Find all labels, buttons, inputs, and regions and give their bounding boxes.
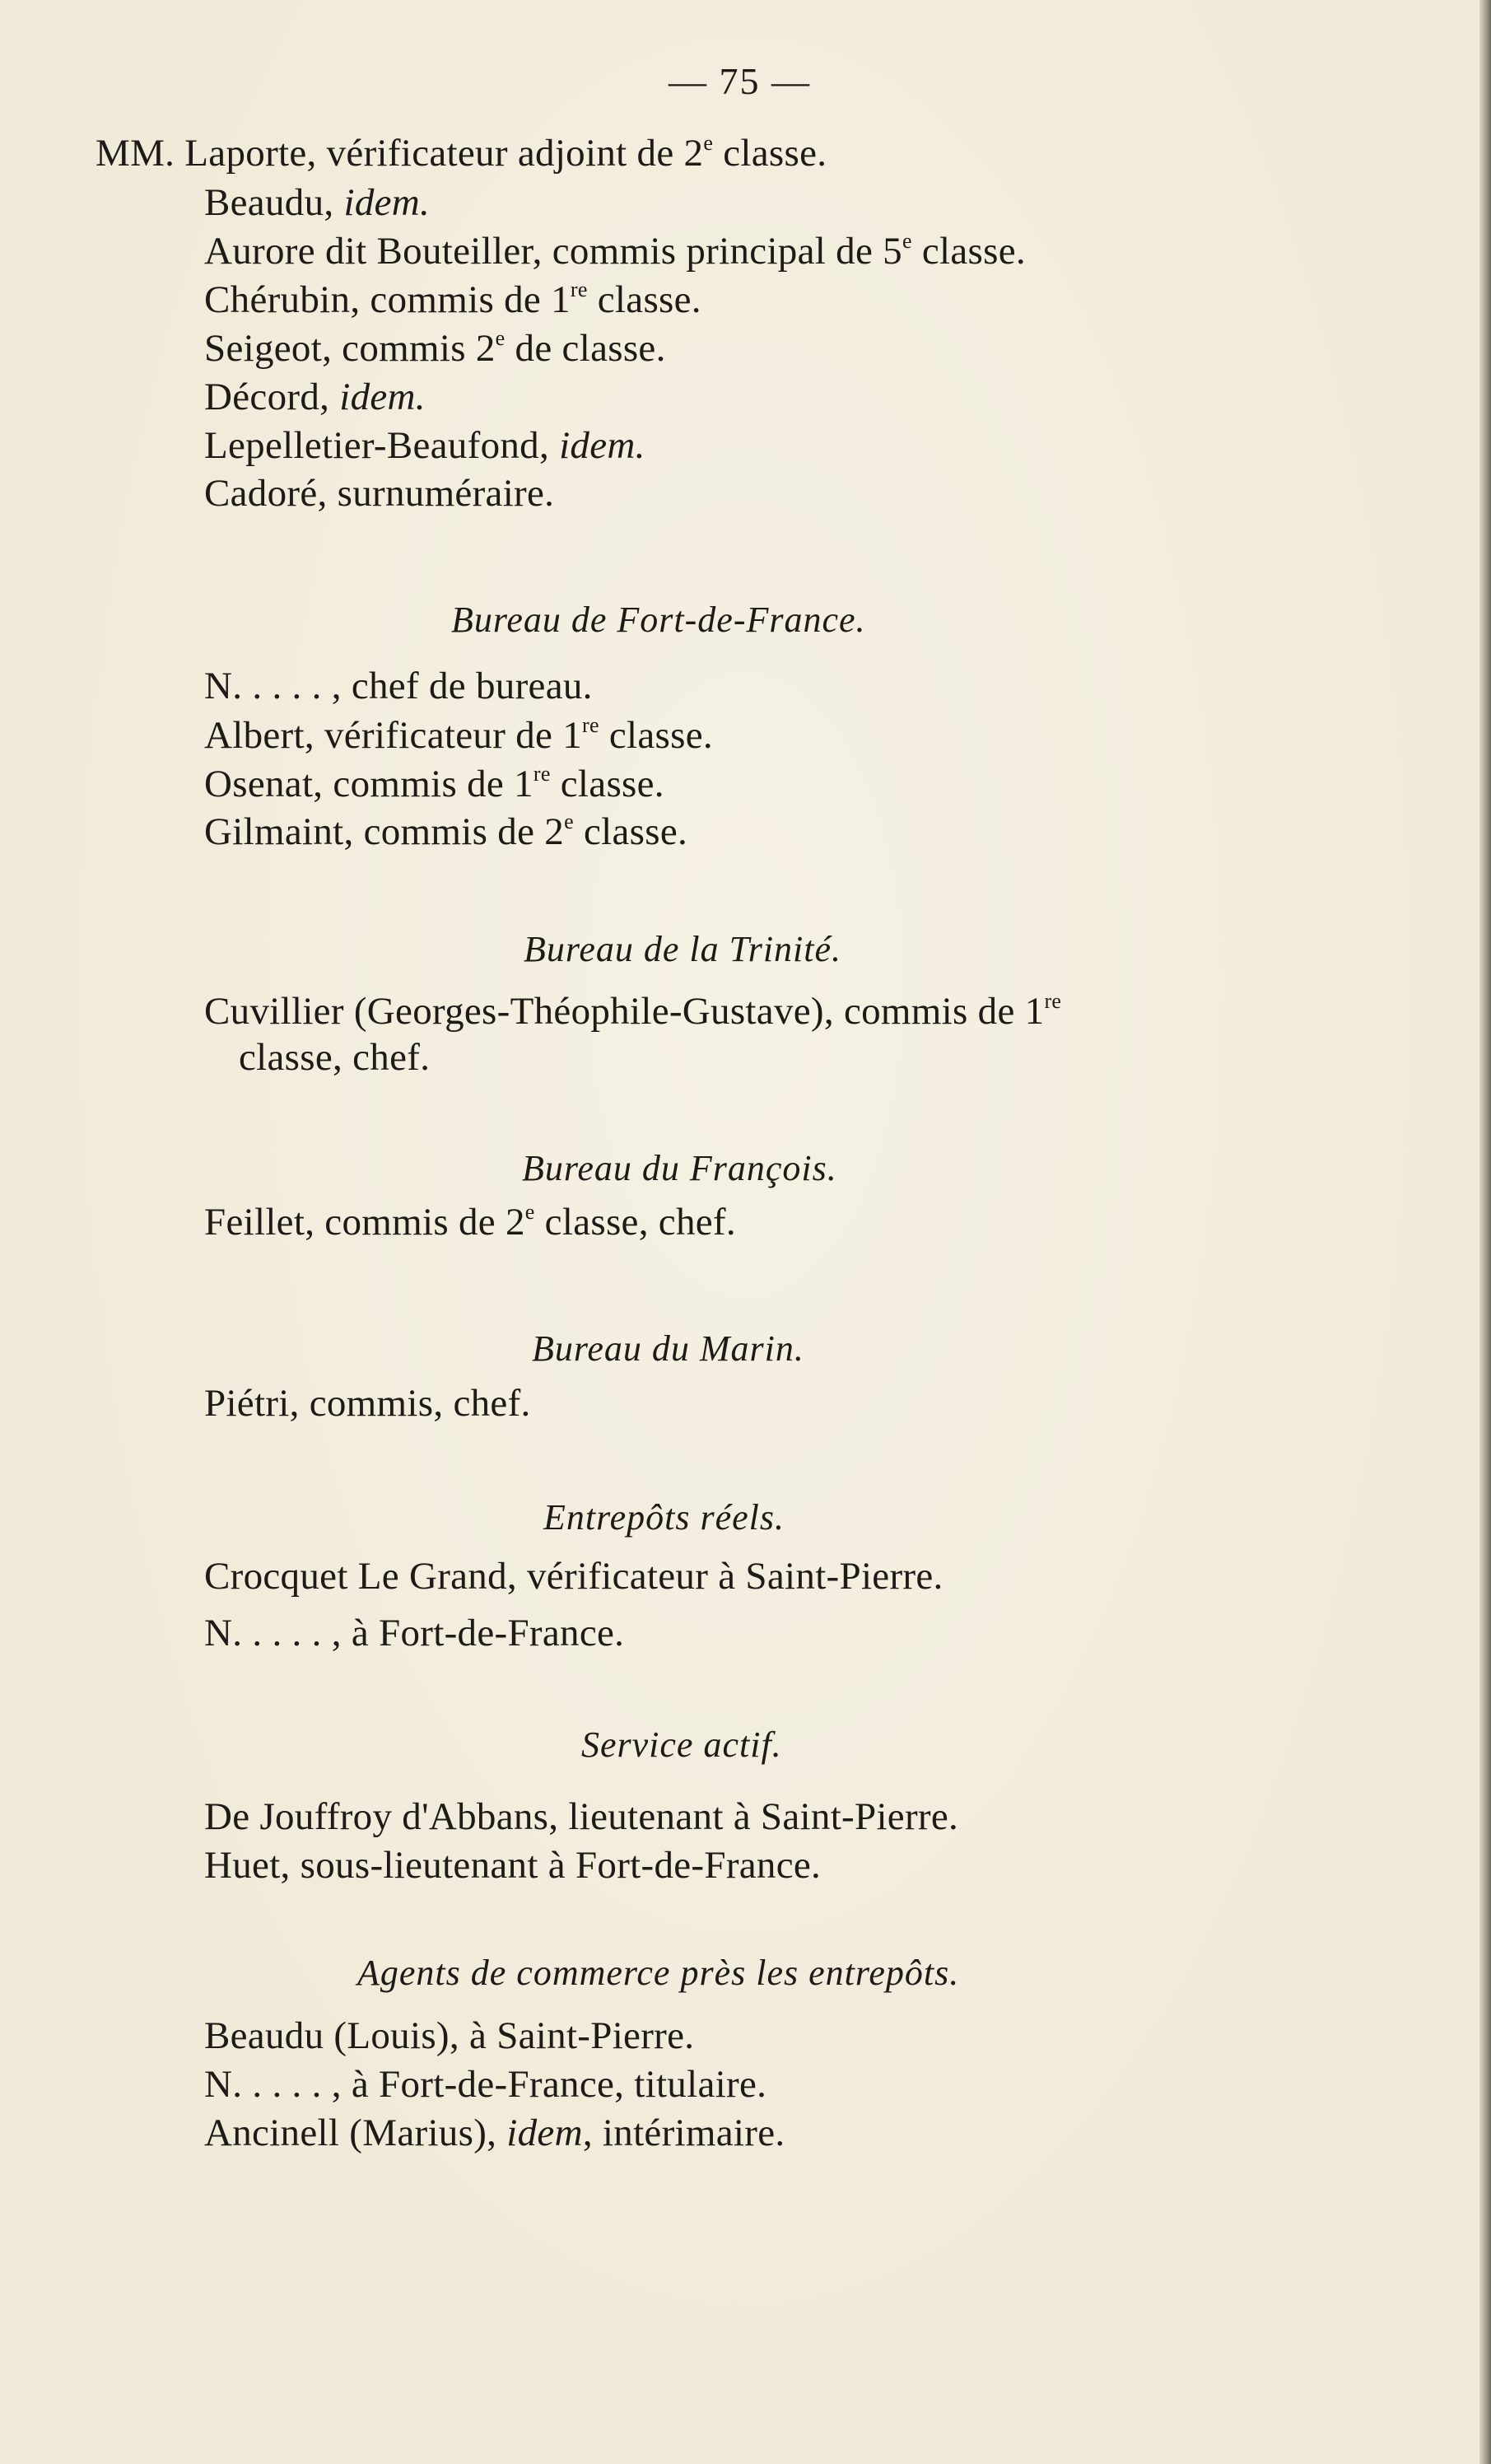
intro-line-8 <box>204 470 554 516</box>
trinite-line-1 <box>204 988 1061 1034</box>
francois-line-1-rest: classe, chef. <box>534 1201 736 1244</box>
intro-entry-3-rest: classe. <box>911 230 1026 273</box>
section-heading-trinite: Bureau de la Trinité. <box>524 929 842 969</box>
fort-de-france-line-2-rest: classe. <box>599 714 713 757</box>
intro-entry-3-text: Aurore dit Bouteiller, commis principal de 5 <box>204 230 902 273</box>
service-actif-line-1-text: De Jouffroy d'Abbans, lieutenant à Saint-Pierre. <box>204 1795 959 1838</box>
intro-entry-4-sup: re <box>570 278 588 302</box>
section-heading-agents-de-commerce: Agents de commerce près les entrepôts. <box>357 1953 960 1993</box>
agents-line-1 <box>204 2013 694 2059</box>
section-heading-francois: Bureau du François. <box>522 1148 837 1188</box>
section-heading-service-actif: Service actif. <box>581 1724 782 1765</box>
trinite-line-2-text: classe, chef. <box>239 1036 431 1079</box>
intro-entry-1-rest: classe. <box>713 132 827 175</box>
entrepots-line-1 <box>204 1553 944 1599</box>
fort-de-france-line-1-text: N. . . . . , chef de bureau. <box>204 665 593 707</box>
fort-de-france-line-3 <box>204 761 664 807</box>
agents-line-2-text: N. . . . . , à Fort-de-France, titulaire. <box>204 2063 767 2106</box>
fort-de-france-line-4-text: Gilmaint, commis de 2 <box>204 810 565 853</box>
fort-de-france-line-3-rest: classe. <box>550 763 664 805</box>
intro-entry-5-rest: de classe. <box>505 327 666 370</box>
intro-entry-8-text: Cadoré, surnuméraire. <box>204 472 555 515</box>
trinite-line-1-sup: re <box>1044 989 1062 1014</box>
fort-de-france-line-2-text: Albert, vérificateur de 1 <box>204 714 583 757</box>
intro-entry-4-text: Chérubin, commis de 1 <box>204 278 571 321</box>
section-heading-marin: Bureau du Marin. <box>532 1328 804 1369</box>
mm-prefix: MM. <box>96 132 175 175</box>
service-actif-line-2-text: Huet, sous-lieutenant à Fort-de-France. <box>204 1844 822 1887</box>
page-number: — 75 — <box>669 60 811 102</box>
intro-line-2 <box>204 180 430 226</box>
intro-entry-7-italic: idem. <box>559 424 645 467</box>
section-heading-fort-de-france: Bureau de Fort-de-France. <box>451 600 866 640</box>
intro-entry-6-italic: idem. <box>339 376 426 418</box>
intro-entry-6-text: Décord, <box>204 376 340 418</box>
agents-line-3-text: Ancinell (Marius), <box>204 2112 507 2154</box>
fort-de-france-line-2-sup: re <box>582 713 599 738</box>
entrepots-line-2 <box>204 1610 624 1656</box>
intro-entry-2-italic: idem. <box>343 181 431 224</box>
intro-line-7 <box>204 422 645 469</box>
trinite-line-2 <box>239 1034 430 1080</box>
page-edge-shadow <box>1479 0 1491 2464</box>
intro-line-3 <box>204 228 1026 274</box>
intro-line-4 <box>204 277 701 323</box>
fort-de-france-line-1 <box>204 663 593 709</box>
entrepots-line-2-text: N. . . . . , à Fort-de-France. <box>204 1612 625 1654</box>
intro-entry-5-text: Seigeot, commis 2 <box>204 327 496 370</box>
fort-de-france-line-4-rest: classe. <box>573 810 688 853</box>
trinite-line-1-text: Cuvillier (Georges-Théophile-Gustave), commis de 1 <box>204 990 1045 1033</box>
francois-line-1-sup: e <box>524 1200 535 1225</box>
intro-line-5 <box>204 325 666 371</box>
entrepots-line-1-text: Crocquet Le Grand, vérificateur à Saint-Pierre. <box>204 1555 944 1598</box>
marin-line-1-text: Piétri, commis, chef. <box>204 1382 531 1425</box>
intro-entry-5-sup: e <box>495 326 506 351</box>
agents-line-3 <box>204 2110 785 2156</box>
agents-line-3-italic: idem <box>506 2112 583 2154</box>
service-actif-line-1 <box>204 1794 958 1840</box>
fort-de-france-line-2 <box>204 712 713 758</box>
intro-entry-1-text: Laporte, vérificateur adjoint de 2 <box>184 132 704 175</box>
fort-de-france-line-3-sup: re <box>533 762 551 786</box>
intro-entry-4-rest: classe. <box>587 278 701 321</box>
fort-de-france-line-4-sup: e <box>564 810 574 834</box>
section-heading-entrepots-reels: Entrepôts réels. <box>543 1497 785 1538</box>
marin-line-1 <box>204 1380 531 1426</box>
intro-line-1 <box>96 130 827 176</box>
service-actif-line-2 <box>204 1842 821 1888</box>
intro-entry-7-text: Lepelletier-Beaufond, <box>204 424 560 467</box>
intro-entry-3-sup: e <box>902 229 912 254</box>
agents-line-2 <box>204 2061 766 2107</box>
intro-line-6 <box>204 374 426 420</box>
fort-de-france-line-4 <box>204 809 687 855</box>
intro-entry-2-text: Beaudu, <box>204 181 344 224</box>
francois-line-1 <box>204 1199 736 1245</box>
intro-entry-1-sup: e <box>703 131 714 156</box>
fort-de-france-line-3-text: Osenat, commis de 1 <box>204 763 533 805</box>
agents-line-1-text: Beaudu (Louis), à Saint-Pierre. <box>204 2014 695 2057</box>
agents-line-3-rest: , intérimaire. <box>582 2112 785 2154</box>
francois-line-1-text: Feillet, commis de 2 <box>204 1201 525 1244</box>
